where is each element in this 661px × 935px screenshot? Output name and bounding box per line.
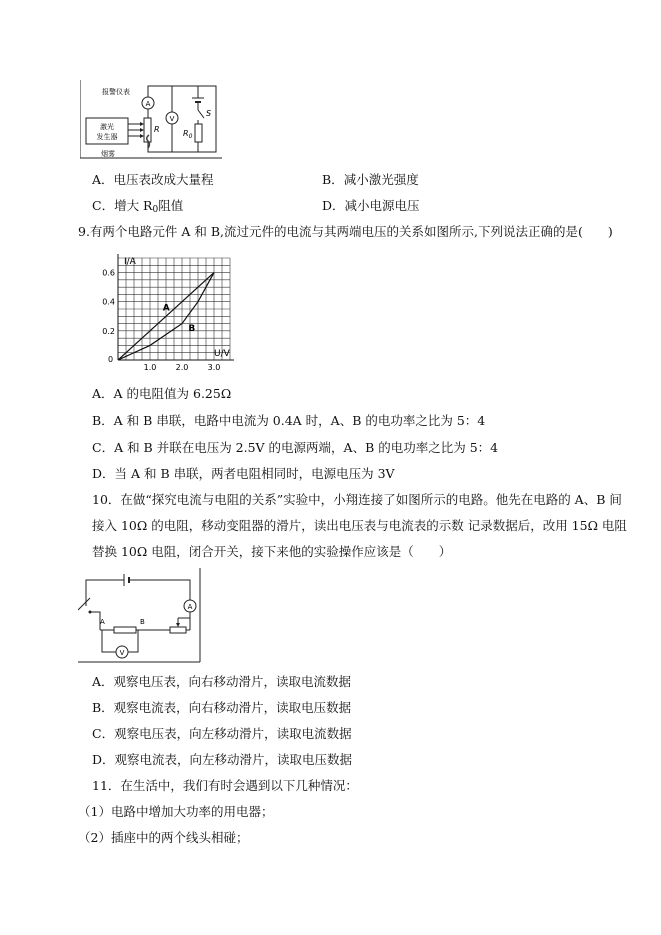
circuit2-voltmeter-label: V	[119, 649, 125, 657]
x-tick-label: 1.0	[143, 363, 157, 372]
voltmeter-label: V	[169, 115, 175, 123]
point-a-label: A	[100, 618, 105, 626]
q8-option-c-letter: C．	[92, 198, 115, 213]
laser-label-1: 激光	[100, 123, 114, 131]
q9-option-c: C．A 和 B 并联在电压为 2.5V 的电源两端，A、B 的电功率之比为 5：4	[92, 440, 499, 455]
R0-label: R	[183, 129, 189, 138]
q8-option-d-letter: D．	[322, 198, 345, 213]
q10-option-c: C．观察电压表，向左移动滑片，读取电流数据	[92, 726, 352, 741]
smoke-label: 烟雾	[101, 150, 115, 158]
laser-label-2: 发生器	[96, 133, 118, 141]
R-label: R	[154, 125, 160, 134]
x-tick-label: 2.0	[175, 363, 189, 372]
ammeter-label: A	[145, 100, 151, 108]
y-tick-label: 0.4	[102, 297, 115, 307]
q8-option-c-tail: 阻值	[158, 198, 184, 213]
q10-stem-line-2: 接入 10Ω 的电阻，移动变阻器的滑片，读出电压表与电流表的示数 记录数据后，改用 15Ω 电阻	[92, 518, 627, 533]
switch-label: S	[206, 109, 212, 118]
q9-option-b: B．A 和 B 串联，电路中电流为 0.4A 时，A、B 的电功率之比为 5：4	[92, 413, 486, 428]
q10-option-a: A．观察电压表，向右移动滑片，读取电流数据	[92, 674, 352, 689]
q9-option-d: D．当 A 和 B 串联，两者电阻相同时，电源电压为 3V	[92, 466, 395, 481]
point-b-label: B	[140, 618, 145, 626]
q11-item-2: （2）插座中的两个线头相碰；	[78, 830, 249, 845]
q8-option-c-text: 增大 R	[114, 198, 153, 213]
series-label-b: B	[188, 323, 196, 334]
series-label-a: A	[162, 303, 170, 314]
q9-option-a: A．A 的电阻值为 6.25Ω	[92, 386, 232, 401]
circuit2-ammeter-label: A	[187, 603, 193, 611]
smoke-alarm-circuit-figure	[80, 80, 222, 162]
origin-label: 0	[108, 355, 114, 364]
q8-option-a	[92, 172, 214, 188]
q9-stem: 9.有两个电路元件 A 和 B,流过元件的电流与其两端电压的关系如图所示,下列说法正确的是( )	[78, 224, 613, 239]
q8-option-b	[322, 172, 419, 188]
x-tick-label: 3.0	[207, 363, 221, 372]
q8-option-c	[92, 198, 183, 218]
q10-option-b: B．观察电流表，向右移动滑片，读取电压数据	[92, 700, 352, 715]
q8-option-d	[322, 198, 420, 214]
q10-option-d: D．观察电流表，向左移动滑片，读取电压数据	[92, 752, 353, 767]
x-axis-label: U/V	[214, 349, 230, 359]
y-tick-label: 0.2	[102, 326, 115, 336]
alarm-label: 报警仪表	[102, 88, 130, 96]
q8-option-d-text: 减小电源电压	[344, 198, 420, 213]
q8-option-a-letter: A．	[92, 172, 114, 187]
q11-item-1: （1）电路中增加大功率的用电器；	[78, 804, 274, 819]
q8-option-c-sub: 0	[152, 205, 159, 215]
q11-stem: 11．在生活中，我们有时会遇到以下几种情况：	[92, 778, 358, 793]
resistance-experiment-circuit	[78, 568, 204, 664]
q8-option-b-letter: B．	[322, 172, 344, 187]
q8-option-b-text: 减小激光强度	[343, 172, 419, 187]
q10-stem-line-3: 替换 10Ω 电阻，闭合开关，接下来他的实验操作应该是（ ）	[92, 544, 452, 559]
iv-chart	[96, 252, 236, 374]
R0-sub: 0	[188, 133, 193, 140]
y-tick-label: 0.6	[102, 268, 115, 278]
q8-option-a-text: 电压表改成大量程	[113, 172, 214, 187]
q10-stem-line-1: 10．在做“探究电流与电阻的关系”实验中，小翔连接了如图所示的电路。他先在电路的 A、B 间	[92, 492, 622, 507]
y-axis-label: I/A	[124, 257, 136, 267]
